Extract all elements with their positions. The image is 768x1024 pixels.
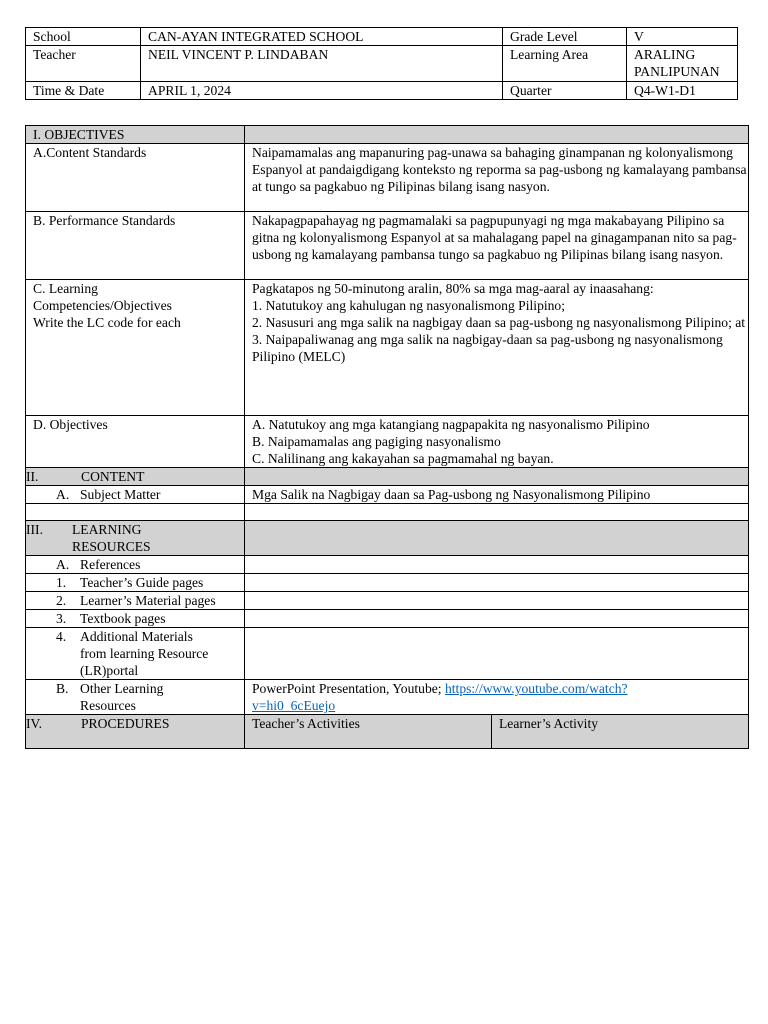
procedures-heading <box>26 715 245 749</box>
youtube-link-part-1[interactable]: https://www.youtube.com/watch? <box>444 681 628 696</box>
content-roman: II. <box>26 469 39 484</box>
grade-value: V <box>627 28 738 46</box>
performance-standards-text: Nakapagpapahayag ng pagmamalaki sa pagpupunyagi ng mga makabayang Pilipino sa gitna ng kolonyalismong Espanyol at sa mahalagang papel na ginagampanan nito sa pag-usbong ng kamalayang pambansa tungo sa pagkabuo ng Pilipinas bilang isang nasyon. <box>245 212 749 280</box>
competencies-text <box>245 280 749 416</box>
d-objectives-label: D. Objectives <box>26 416 245 468</box>
procedures-heading-text: PROCEDURES <box>81 716 170 731</box>
resources-heading-text <box>72 521 151 555</box>
lesson-plan-table <box>25 125 749 749</box>
competencies-label-line-3: Write the LC code for each <box>33 315 181 330</box>
objectives-heading: I. OBJECTIVES <box>26 126 245 144</box>
content-standards-label: A.Content Standards <box>26 144 245 212</box>
subject-label-text: Subject Matter <box>80 487 161 502</box>
additional-line-1: Additional Materials <box>80 629 193 644</box>
competencies-intro: Pagkatapos ng 50-minutong aralin, 80% sa mga mag-aaral ay inaasahang: <box>252 281 654 296</box>
reference-item-value <box>245 592 749 610</box>
references-num: A. <box>56 557 70 572</box>
teacher-label: Teacher <box>26 46 141 82</box>
resources-heading-line-2: RESOURCES <box>72 539 151 554</box>
performance-standards-label: B. Performance Standards <box>26 212 245 280</box>
blank-row-value <box>245 504 749 521</box>
other-text <box>80 680 163 714</box>
subject-matter-label <box>26 486 245 504</box>
other-resources-text: PowerPoint Presentation, Youtube; <box>252 681 445 696</box>
teacher-value: NEIL VINCENT P. LINDABAN <box>141 46 503 82</box>
lesson-header-table <box>25 27 738 100</box>
quarter-value: Q4-W1-D1 <box>627 82 738 100</box>
content-heading <box>26 468 245 486</box>
other-resources-value <box>245 680 749 715</box>
learner-activity-header: Learner’s Activity <box>492 715 749 749</box>
school-label: School <box>26 28 141 46</box>
reference-item-value <box>245 610 749 628</box>
additional-text <box>80 628 208 679</box>
content-heading-text: CONTENT <box>81 469 145 484</box>
resources-heading-line-1: LEARNING <box>72 522 142 537</box>
content-heading-blank <box>245 468 749 486</box>
reference-item-label <box>26 610 245 628</box>
subject-matter-value: Mga Salik na Nagbigay daan sa Pag-usbong ng Nasyonalismong Pilipino <box>245 486 749 504</box>
date-label: Time & Date <box>26 82 141 100</box>
school-value: CAN-AYAN INTEGRATED SCHOOL <box>141 28 503 46</box>
objective-item: A. Natutukoy ang mga katangiang nagpapakita ng nasyonalismo Pilipino <box>252 417 650 432</box>
other-resources-row <box>56 680 244 714</box>
reference-item-text: Textbook pages <box>80 611 166 626</box>
reference-item-text: Teacher’s Guide pages <box>80 575 204 590</box>
content-standards-text: Naipamamalas ang mapanuring pag-unawa sa bahaging ginampanan ng kolonyalismong Espanyol at pandaigdigang konteksto ng reporma sa pag-usbong ng kamalayang pambansa at tungo sa pagkabuo ng Pilipinas bilang isang nasyon. <box>245 144 749 212</box>
procedures-roman: IV. <box>26 716 42 731</box>
reference-item-num: 2. <box>56 593 67 608</box>
resources-heading-row <box>26 521 244 555</box>
objective-item: B. Naipamamalas ang pagiging nasyonalismo <box>252 434 501 449</box>
competencies-label-line-2: Competencies/Objectives <box>33 298 172 313</box>
references-label <box>26 556 245 574</box>
reference-item-text: Learner’s Material pages <box>80 593 216 608</box>
objectives-heading-blank <box>245 126 749 144</box>
other-line-2: Resources <box>80 698 136 713</box>
additional-materials-value <box>245 628 749 680</box>
reference-item-label <box>26 574 245 592</box>
other-num: B. <box>56 681 69 696</box>
subject-num: A. <box>56 487 70 502</box>
competency-item: 1. Natutukoy ang kahulugan ng nasyonalismong Pilipino; <box>252 298 566 313</box>
additional-num: 4. <box>56 629 67 644</box>
reference-item-value <box>245 574 749 592</box>
youtube-link-part-2[interactable]: v=hi0_6cEuejo <box>252 698 336 713</box>
d-objectives-text <box>245 416 749 468</box>
quarter-label: Quarter <box>503 82 627 100</box>
objective-item: C. Nalilinang ang kakayahan sa pagmamahal ng bayan. <box>252 451 554 466</box>
competencies-label <box>26 280 245 416</box>
additional-line-2: from learning Resource <box>80 646 209 661</box>
date-value: APRIL 1, 2024 <box>141 82 503 100</box>
reference-item-num: 3. <box>56 611 67 626</box>
resources-heading <box>26 521 245 556</box>
competency-item: 2. Nasusuri ang mga salik na nagbigay daan sa pag-usbong ng nasyonalismong Pilipino; at <box>252 315 746 330</box>
resources-roman: III. <box>26 522 43 537</box>
blank-row <box>26 504 245 521</box>
area-value: ARALING PANLIPUNAN <box>627 46 738 82</box>
grade-label: Grade Level <box>503 28 627 46</box>
area-label: Learning Area <box>503 46 627 82</box>
resources-heading-blank <box>245 521 749 556</box>
competencies-label-line-1: C. Learning <box>33 281 98 296</box>
references-label-text: References <box>80 557 141 572</box>
references-value <box>245 556 749 574</box>
reference-item-label <box>26 592 245 610</box>
other-resources-label <box>26 680 245 715</box>
teacher-activities-header: Teacher’s Activities <box>245 715 492 749</box>
additional-materials-row <box>56 628 244 679</box>
competency-item: 3. Naipapaliwanag ang mga salik na nagbigay-daan sa pag-usbong ng nasyonalismong Pilipino (MELC) <box>252 332 723 364</box>
other-line-1: Other Learning <box>80 681 164 696</box>
additional-materials-label <box>26 628 245 680</box>
reference-item-num: 1. <box>56 575 67 590</box>
additional-line-3: (LR)portal <box>80 663 139 678</box>
